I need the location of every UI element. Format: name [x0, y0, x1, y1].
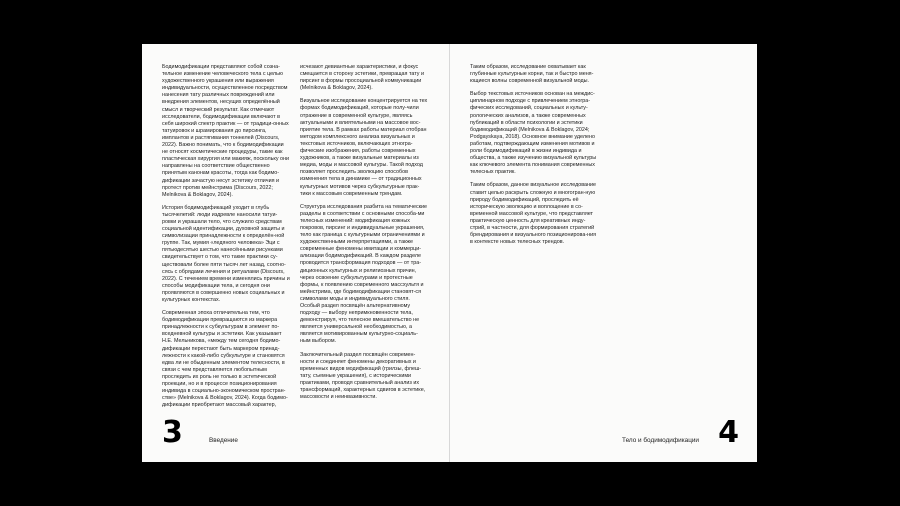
left-page-column-2: [300, 64, 428, 407]
paragraph: Таким образом, данное визуальное исследование ставит целью раскрыть сложную и многогран-ную природу бодимодификаций, проследить её историческую эволюцию и воплощение в со-временной массовой культуре, что представляет практическую ценность для креативных инду-стрий, в частности, для формирования стратегий брендирования и визуального позиционирова-ния в контексте новых телесных трендов.: [470, 182, 597, 246]
right-page: [450, 44, 757, 462]
paragraph: Выбор текстовых источников основан на междис-циплинарном подходе с привлечением этногра-фических исследований, социальных и культу-рологических анализов, а также современных публикаций в области психологии и эстетики бодимодификаций (Melnikova & Boklagov, 2024; Podgayskaya, 2018). Основное внимание уделено работам, подтверждающим изменения мотивов и роли бодимодификаций в жизни индивида и общества, а также изучению визуальной культуры как ключевого элемента понимания современных телесных практик.: [470, 91, 597, 176]
paragraph: Структура исследования разбита на тематические разделы в соответствии с основными способа-ми телесных изменений: модификация кожных покровов, пирсинг и индивидуальные украшения, тело как граница с культурными ограничениями и художественными интерпретациями, а также современные феномены имитации и коммерци-ализации бодимодификаций. В каждом разделе проводится трансформация подходов — от тра-диционных культурных и религиозных причин, через освоение субкультурами и протестные формы, к появлению современного массхультя и мейнстрима, где бодимодификации становят-ся символами моды и индивидуального стиля. Особый раздел посвящён альтернативному подходу — выбору непримкновенности тела, демонстрируя, что телесное вмешательство не является универсальной необходимостью, а является мотивированным культурно-социаль-ным выбором.: [300, 203, 428, 345]
paragraph: исчезают девиантные характеристики, и фокус смещается в сторону эстетики, превращая тату и пирсинг в формы просоциальной коммуникации (Melnikova & Boklagov, 2024).: [300, 64, 424, 92]
running-head: Введение: [209, 437, 238, 444]
paragraph: Современная эпоха отличительна тем, что бодимодификации превращаются из маркера принадлежности к субкультурам в элемент по-вседневной культуры и эстетики. Как указывает Н.Е. Мельникова, «между тем сегодня бодимо-дификации перестают быть маркером принад-лежности к какой-либо субкультуре и становятся едва ли не обыденным элементом телесности, в связи с чем представляется любопытным проследить их роль не только в эстетической проекции, но и в процессе позиционирования индивида в социально-экономическом простран-стве» (Melnikova & Boklagov, 2024). Когда бодимо-дификации приобретают массовый характер,: [162, 310, 288, 409]
right-page-column-1: [470, 64, 598, 252]
paragraph: Визуальное исследование концентрируется на тех формах бодимодификаций, которые полу-чили отражение в современной культуре, являясь актуальными и влиятельными на массовое вос-приятие тела. В рамках работы материал отобран методом комплексного анализа визуальных и текстовых источников, включающих этногра-фические изображения, работы современных художников, а также визуальные материалы из медиа, моды и массовой культуры. Такой подход позволяет проследить эволюцию способов изменения тела в динамике — от традиционных культурных мотивов через субкультурные прак-тики к массовым современным трендам.: [300, 98, 428, 197]
paragraph: Бодимодификации представляют собой созна-тельное изменение человеческого тела с целью художественного украшения или выражения индивидуальности, осуществленное посредством нанесения тату различных повреждений или внедрения элементов, несущих определённый смысл и творческий результат. Как отмечают исследователи, бодимодификации включают в себя широкий спектр практик — от традици-онных татуировок и шрамирования до пирсинга, имплантов и растягивания тоннелей (Discours, 2022). Важно понимать, что к бодимодификации не относят косметические процедуры, такие как пластическая хирургия или макияж, поскольку они направлены на соответствие общественно принятым канонам красоты, тогда как бодимо-дификации зачастую несут эстетику отличия и протест против мейнстрима (Discours, 2022; Melnikova & Boklagov, 2024).: [162, 64, 290, 198]
left-page: [142, 44, 449, 462]
running-head: Тело и бодимодификации: [622, 437, 699, 444]
page-number: 4: [718, 415, 739, 450]
paragraph: Таким образом, исследование охватывает как глубинные культурные корни, так и быстро меня-ющиеся волны современной визуальной моды.: [470, 64, 594, 85]
paragraph: История бодимодификаций уходит в глубь тысячелетий: люди издревле наносили татуи-ровки и украшали тело, что служило средствам социальной идентификации, духовной защиты и символизации принадлежности к определён-ной группе. Так, мумия «ледяного человека» Эци с пятьюдесятью шестью нанесёнными рисунками свидетельствует о том, что такие практики су-ществовали более пяти тысяч лет назад, соотно-сясь с обрядами лечения и ритуалами (Discours, 2022). С течением времени изменялись причины и способы модификации тела, и сегодня они проявляются в совершенно новых социальных и культурных контекстах.: [162, 204, 290, 303]
left-page-column-1: [162, 64, 290, 415]
paragraph: Заключительный раздел посвящён современ-ности и соединяет феномены декоративных и временных видов модификаций (грилзы, флеш-тату, съемные украшения), с историческими практиками, проводя сравнительный анализ их трансформаций, характерных сдвигов в эстетике, массовости и неинвазивности.: [300, 351, 426, 401]
book-spread: [142, 44, 757, 462]
page-number: 3: [162, 415, 183, 450]
